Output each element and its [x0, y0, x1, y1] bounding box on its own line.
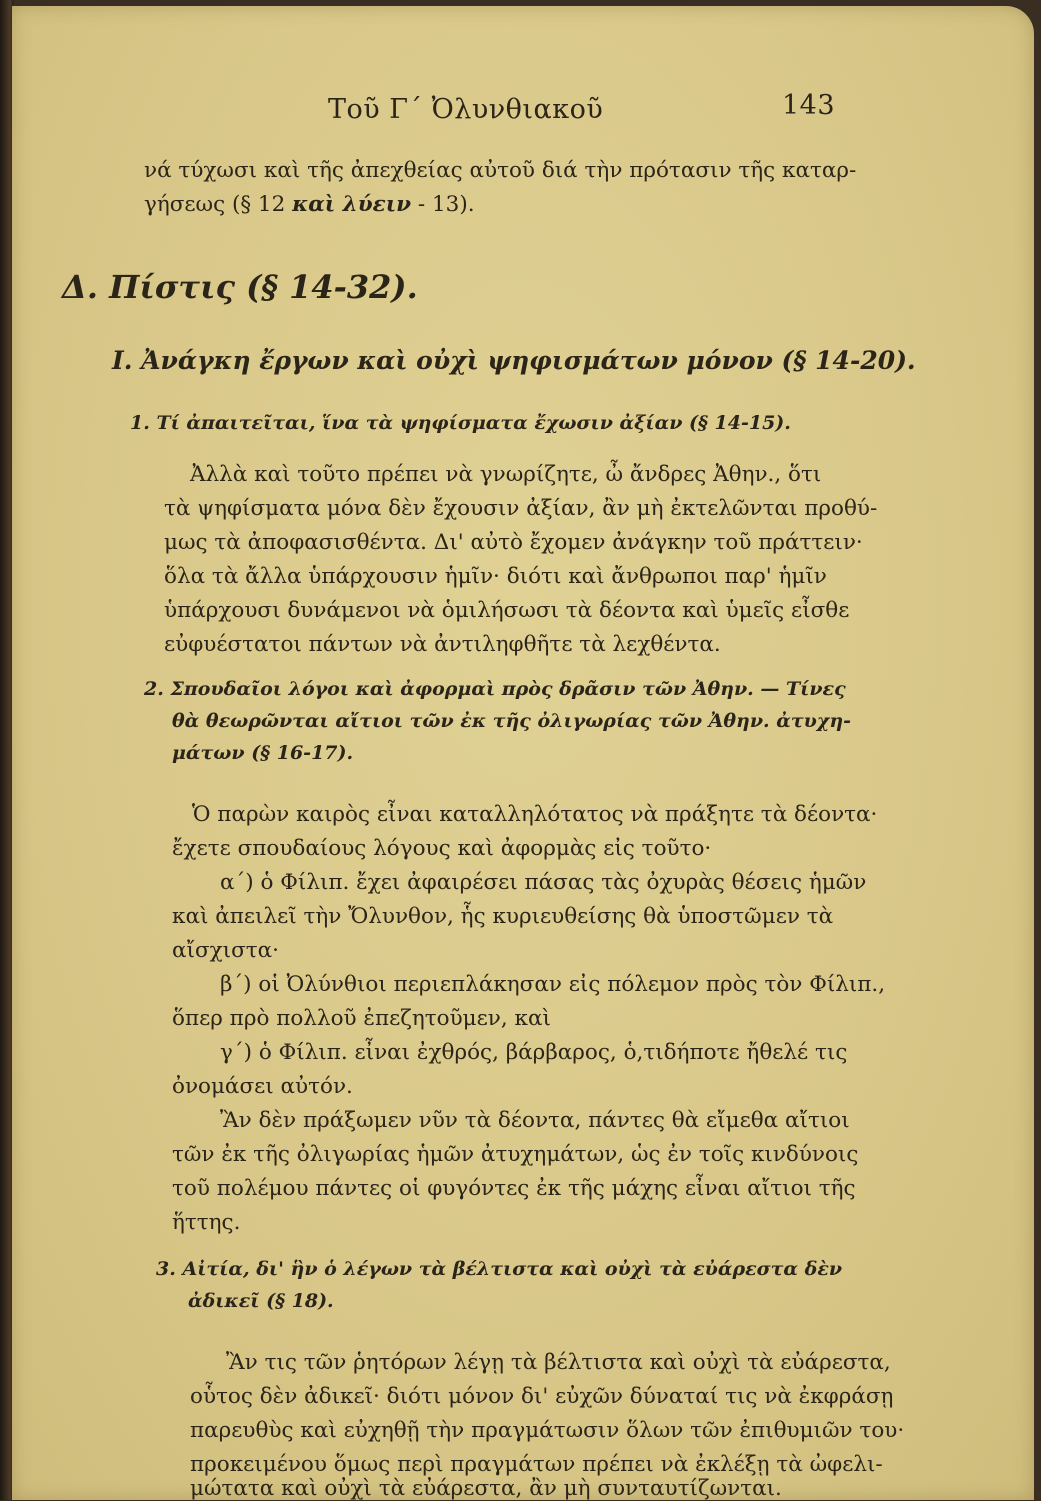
- item-3-heading-line: ἀδικεῖ (§ 18).: [188, 1290, 334, 1312]
- item-1-heading: 1. Τί ἀπαιτεῖται, ἵνα τὰ ψηφίσματα ἔχωσιν ἀξίαν (§ 14-15).: [130, 412, 791, 434]
- section-heading: Δ. Πίστις (§ 14-32).: [62, 268, 418, 306]
- item-3-line: μώτατα καὶ οὐχὶ τὰ εὐάρεστα, ἂν μὴ συνταυτίζωνται.: [190, 1476, 782, 1501]
- item-2-line: Ὁ παρὼν καιρὸς εἶναι καταλληλότατος νὰ πράξητε τὰ δέοντα·: [192, 802, 878, 827]
- item-1-line: εὐφυέστατοι πάντων νὰ ἀντιληφθῆτε τὰ λεχθέντα.: [164, 632, 721, 657]
- book-page: [12, 6, 1034, 1500]
- intro-line-2: [144, 192, 475, 217]
- item-1-line: τὰ ψηφίσματα μόνα δὲν ἔχουσιν ἀξίαν, ἂν μὴ ἐκτελῶνται προθύ-: [164, 496, 878, 521]
- subsection-heading: Ι. Ἀνάγκη ἔργων καὶ οὐχὶ ψηφισμάτων μόνον (§ 14-20).: [112, 346, 916, 375]
- item-3-heading-line: 3. Αἰτία, δι' ἣν ὁ λέγων τὰ βέλτιστα καὶ οὐχὶ τὰ εὐάρεστα δὲν: [156, 1258, 843, 1280]
- page-number: 143: [782, 90, 836, 121]
- item-2-heading-line: 2. Σπουδαῖοι λόγοι καὶ ἀφορμαὶ πρὸς δρᾶσιν τῶν Ἀθην. — Τίνες: [144, 678, 846, 700]
- item-2-line: τῶν ἐκ τῆς ὀλιγωρίας ἡμῶν ἀτυχημάτων, ὡς ἐν τοῖς κινδύνοις: [172, 1142, 859, 1167]
- item-2-line: ὀνομάσει αὐτόν.: [172, 1074, 353, 1099]
- item-2-line: ἔχετε σπουδαίους λόγους καὶ ἀφορμὰς εἰς τοῦτο·: [172, 836, 712, 861]
- intro-line-2-italic: καὶ λύειν: [292, 192, 412, 217]
- item-2-line: Ἂν δὲν πράξωμεν νῦν τὰ δέοντα, πάντες θὰ εἴμεθα αἴτιοι: [220, 1108, 850, 1133]
- item-1-line: ὅλα τὰ ἄλλα ὑπάρχουσιν ἡμῖν· διότι καὶ ἄνθρωποι παρ' ἡμῖν: [164, 564, 827, 589]
- item-2-line: καὶ ἀπειλεῖ τὴν Ὄλυνθον, ἧς κυριευθείσης θὰ ὑποστῶμεν τὰ: [172, 904, 834, 929]
- item-3-line: Ἂν τις τῶν ῥητόρων λέγῃ τὰ βέλτιστα καὶ οὐχὶ τὰ εὐάρεστα,: [226, 1350, 891, 1375]
- item-2-line: γ΄) ὁ Φίλιπ. εἶναι ἐχθρός, βάρβαρος, ὁ,τιδήποτε ἤθελέ τις: [220, 1040, 848, 1065]
- item-2-heading-line: μάτων (§ 16-17).: [172, 742, 354, 764]
- running-title: Τοῦ Γ΄ Ὀλυνθιακοῦ: [328, 94, 604, 125]
- item-3-line: παρευθὺς καὶ εὐχηθῇ τὴν πραγμάτωσιν ὅλων τῶν ἐπιθυμιῶν του·: [190, 1418, 905, 1443]
- item-3-line: προκειμένου ὅμως περὶ πραγμάτων πρέπει νὰ ἐκλέξῃ τὰ ὠφελι-: [190, 1452, 883, 1477]
- item-2-line: ἥττης.: [172, 1210, 241, 1235]
- item-1-line: Ἀλλὰ καὶ τοῦτο πρέπει νὰ γνωρίζητε, ὦ ἄνδρες Ἀθην., ὅτι: [190, 462, 822, 487]
- item-1-line: ὑπάρχουσι δυνάμενοι νὰ ὁμιλήσωσι τὰ δέοντα καὶ ὑμεῖς εἶσθε: [164, 598, 850, 623]
- item-2-line: ὅπερ πρὸ πολλοῦ ἐπεζητοῦμεν, καὶ: [172, 1006, 551, 1031]
- item-3-line: οὗτος δὲν ἀδικεῖ· διότι μόνον δι' εὐχῶν δύναταί τις νὰ ἐκφράσῃ: [190, 1384, 894, 1409]
- intro-line-2-suffix: - 13).: [411, 192, 475, 217]
- intro-line-2-prefix: γήσεως (§ 12: [144, 192, 293, 217]
- item-2-line: τοῦ πολέμου πάντες οἱ φυγόντες ἐκ τῆς μάχης εἶναι αἴτιοι τῆς: [172, 1176, 856, 1201]
- item-2-line: αἴσχιστα·: [172, 938, 280, 963]
- intro-line-1: νά τύχωσι καὶ τῆς ἀπεχθείας αὐτοῦ διά τὴν πρότασιν τῆς καταρ-: [144, 158, 857, 183]
- item-2-line: α΄) ὁ Φίλιπ. ἔχει ἀφαιρέσει πάσας τὰς ὀχυρὰς θέσεις ἡμῶν: [220, 870, 867, 895]
- item-2-line: β΄) οἱ Ὀλύνθιοι περιεπλάκησαν εἰς πόλεμον πρὸς τὸν Φίλιπ.,: [220, 972, 886, 997]
- item-2-heading-line: θὰ θεωρῶνται αἴτιοι τῶν ἐκ τῆς ὀλιγωρίας τῶν Ἀθην. ἀτυχη-: [172, 710, 852, 732]
- item-1-line: μως τὰ ἀποφασισθέντα. Δι' αὐτὸ ἔχομεν ἀνάγκην τοῦ πράττειν·: [164, 530, 863, 555]
